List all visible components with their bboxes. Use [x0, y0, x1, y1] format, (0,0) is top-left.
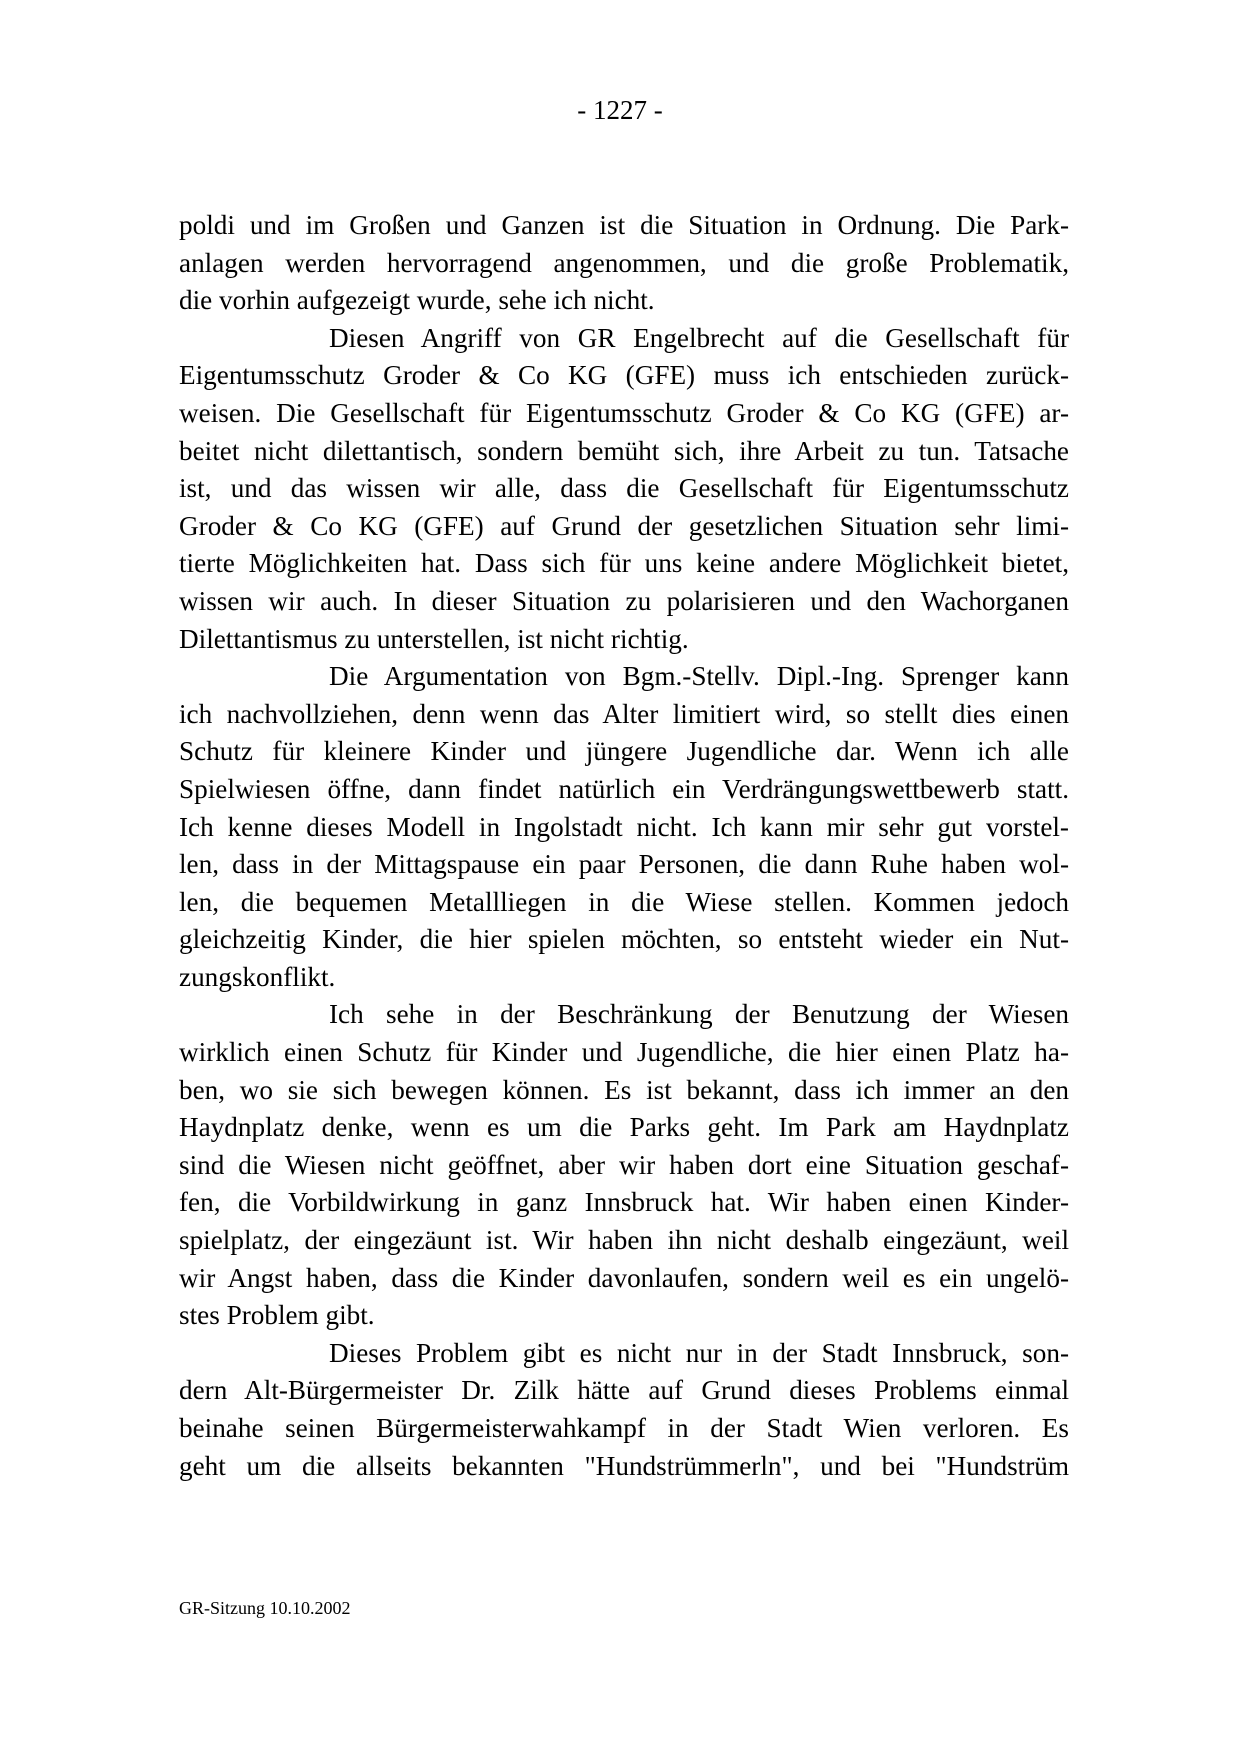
text-line: wissen wir auch. In dieser Situation zu polarisieren und den Wachorganen [179, 585, 1069, 616]
text-line: Ich sehe in der Beschränkung der Benutzung der Wiesen [329, 999, 1069, 1030]
text-line: Die Argumentation von Bgm.-Stellv. Dipl.-Ing. Sprenger kann [329, 661, 1069, 692]
text-line: dern Alt-Bürgermeister Dr. Zilk hätte auf Grund dieses Problems einmal [179, 1375, 1069, 1406]
text-line: Groder & Co KG (GFE) auf Grund der gesetzlichen Situation sehr limi- [179, 510, 1069, 541]
text-line: gleichzeitig Kinder, die hier spielen möchten, so entsteht wieder ein Nut- [179, 924, 1069, 955]
text-line: Dieses Problem gibt es nicht nur in der Stadt Innsbruck, son- [329, 1337, 1069, 1368]
text-line: Ich kenne dieses Modell in Ingolstadt nicht. Ich kann mir sehr gut vorstel- [179, 811, 1069, 842]
text-line: fen, die Vorbildwirkung in ganz Innsbruck hat. Wir haben einen Kinder- [179, 1187, 1069, 1218]
text-line: beinahe seinen Bürgermeisterwahkampf in der Stadt Wien verloren. Es [179, 1413, 1069, 1443]
text-line: Diesen Angriff von GR Engelbrecht auf die Gesellschaft für [329, 322, 1069, 353]
text-line: Dilettantismus zu unterstellen, ist nicht richtig. [179, 623, 689, 654]
text-line: weisen. Die Gesellschaft für Eigentumsschutz Groder & Co KG (GFE) ar- [179, 397, 1069, 428]
text-line: zungskonflikt. [179, 961, 336, 992]
text-line: beitet nicht dilettantisch, sondern bemüht sich, ihre Arbeit zu tun. Tatsache [179, 435, 1069, 466]
text-line: die vorhin aufgezeigt wurde, sehe ich nicht. [179, 285, 655, 316]
body-text [179, 207, 1069, 1485]
text-line: spielplatz, der eingezäunt ist. Wir haben ihn nicht deshalb eingezäunt, weil [179, 1225, 1069, 1256]
text-line: len, dass in der Mittagspause ein paar Personen, die dann Ruhe haben wol- [179, 849, 1069, 880]
text-line: stes Problem gibt. [179, 1300, 375, 1331]
text-line: len, die bequemen Metallliegen in die Wiese stellen. Kommen jedoch [179, 886, 1069, 917]
text-line: anlagen werden hervorragend angenommen, und die große Problematik, [179, 247, 1069, 278]
text-line: Haydnplatz denke, wenn es um die Parks geht. Im Park am Haydnplatz [179, 1112, 1069, 1143]
text-line: wirklich einen Schutz für Kinder und Jugendliche, die hier einen Platz ha- [179, 1037, 1069, 1068]
text-line: Eigentumsschutz Groder & Co KG (GFE) muss ich entschieden zurück- [179, 360, 1069, 391]
text-line: tierte Möglichkeiten hat. Dass sich für uns keine andere Möglichkeit bietet, [179, 548, 1069, 579]
page-number: - 1227 - [577, 95, 663, 125]
text-line: Schutz für kleinere Kinder und jüngere Jugendliche dar. Wenn ich alle [179, 736, 1069, 767]
text-line: sind die Wiesen nicht geöffnet, aber wir haben dort eine Situation geschaf- [179, 1149, 1069, 1180]
text-line: Spielwiesen öffne, dann findet natürlich ein Verdrängungswettbewerb statt. [179, 773, 1069, 804]
text-line: poldi und im Großen und Ganzen ist die Situation in Ordnung. Die Park- [179, 210, 1069, 240]
footer-session-date: GR-Sitzung 10.10.2002 [179, 1598, 351, 1618]
text-line: geht um die allseits bekannten "Hundstrümmerln", und bei "Hundstrüm [179, 1450, 1069, 1481]
text-line: ist, und das wissen wir alle, dass die Gesellschaft für Eigentumsschutz [179, 473, 1069, 504]
text-line: ich nachvollziehen, denn wenn das Alter limitiert wird, so stellt dies einen [179, 698, 1069, 729]
text-line: wir Angst haben, dass die Kinder davonlaufen, sondern weil es ein ungelö- [179, 1262, 1069, 1293]
text-line: ben, wo sie sich bewegen können. Es ist bekannt, dass ich immer an den [179, 1074, 1069, 1105]
